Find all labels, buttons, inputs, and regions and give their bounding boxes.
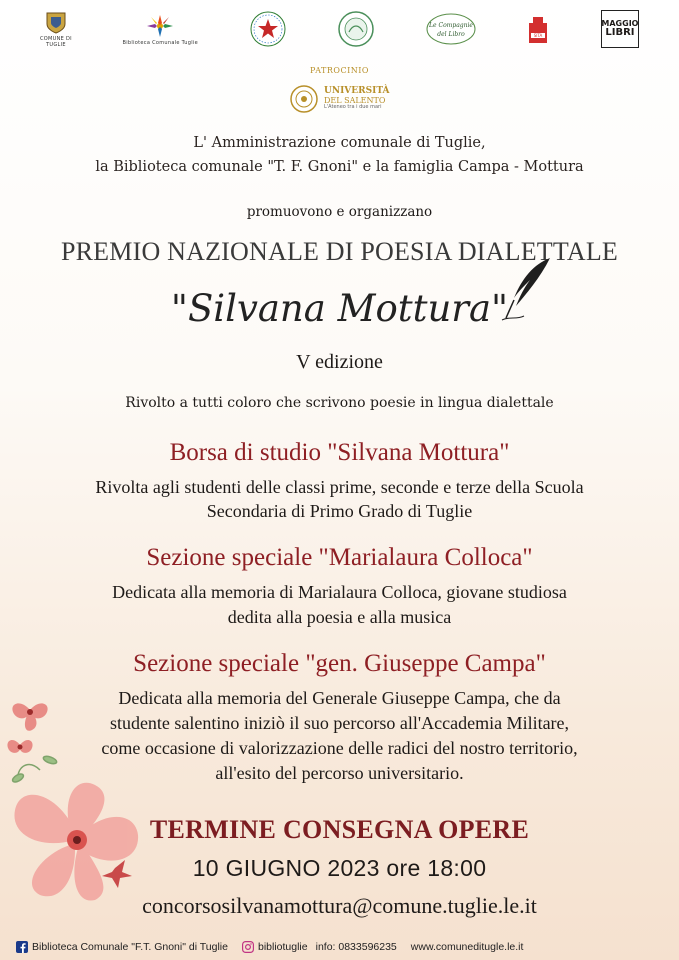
section-body-line: Dedicata alla memoria di Marialaura Colloca, giovane studiosa — [112, 582, 567, 602]
tuglie-logo-caption: COMUNE DI TUGLIE — [40, 35, 72, 48]
flower-emblem-icon — [145, 13, 175, 39]
servizio-civile-logo — [249, 9, 287, 49]
premio-name: "Silvana Mottura" — [170, 287, 509, 330]
maggio-libri-badge — [601, 10, 639, 48]
footer-instagram-link[interactable]: bibliotuglie — [257, 941, 308, 953]
promuovono-text: promuovono e organizzano — [246, 204, 433, 220]
biblioteca-logo — [123, 9, 198, 49]
footer-info-phone: info: 0833596235 — [315, 941, 397, 953]
university-name-line2: DEL SALENTO — [324, 95, 386, 105]
section-title-colloca: Sezione speciale "Marialaura Colloca" — [146, 544, 533, 571]
instagram-icon — [242, 941, 254, 953]
premio-title: PREMIO NAZIONALE DI POESIA DIALETTALE — [60, 237, 619, 266]
intro-line-1: L' Amministrazione comunale di Tuglie, — [193, 135, 486, 151]
facebook-icon — [16, 941, 28, 953]
section-title-borsa: Borsa di studio "Silvana Mottura" — [169, 439, 510, 466]
footer-website-link[interactable]: www.comuneditugle.le.it — [410, 941, 524, 953]
sita-logo — [526, 9, 550, 49]
building-icon — [526, 13, 550, 45]
section-title-campa: Sezione speciale "gen. Giuseppe Campa" — [133, 650, 546, 677]
footer — [16, 941, 523, 953]
compagnie-del-libro-logo — [426, 9, 476, 49]
deadline-date: 10 GIUGNO 2023 ore 18:00 — [192, 855, 487, 881]
svg-text:del Libro: del Libro — [437, 31, 465, 38]
section-body-line: studente salentino iniziò il suo percorso all'Accademia Militare, — [109, 713, 570, 733]
edizione: V edizione — [296, 351, 383, 373]
svg-text:SITA: SITA — [534, 33, 543, 39]
shield-icon — [43, 11, 69, 35]
section-body-line: Dedicata alla memoria del Generale Giuseppe Campa, che da — [118, 688, 561, 708]
svg-text:Le Compagnie: Le Compagnie — [428, 22, 473, 29]
maggio-label: MAGGIO — [601, 19, 639, 28]
section-body-line: come occasione di valorizzazione delle radici del nostro territorio, — [101, 738, 578, 758]
patrocinio-label: PATROCINIO — [310, 66, 369, 75]
deadline-title: TERMINE CONSEGNA OPERE — [149, 815, 530, 844]
section-body-line: all'esito del percorso universitario. — [215, 763, 464, 783]
university-name-line1: UNIVERSITÀ — [324, 86, 390, 97]
star-circle-icon — [249, 10, 287, 48]
footer-facebook-link[interactable]: Biblioteca Comunale "F.T. Gnoni" di Tuglie — [32, 941, 228, 953]
round-association-logo — [337, 9, 375, 49]
intro-line-2: la Biblioteca comunale "T. F. Gnoni" e la famiglia Campa - Mottura — [95, 159, 584, 175]
tuglie-coat-of-arms-logo — [40, 9, 72, 49]
section-body-line: Secondaria di Primo Grado di Tuglie — [206, 501, 473, 521]
oval-badge-icon — [426, 12, 476, 46]
partner-logos — [40, 8, 639, 50]
section-body-line: Rivolta agli studenti delle classi prime, seconde e terze della Scuola — [95, 477, 584, 497]
university-seal-icon — [289, 84, 319, 114]
university-tagline: L'Ateneo tra i due mari — [324, 104, 382, 111]
libri-label: LIBRI — [605, 27, 635, 38]
biblioteca-logo-caption: Biblioteca Comunale Tuglie — [122, 39, 198, 46]
section-body-line: dedita alla poesia e alla musica — [227, 607, 452, 627]
deadline-email: concorsosilvanamottura@comune.tuglie.le.it — [142, 893, 537, 918]
rivolto-text: Rivolto a tutti coloro che scrivono poesie in lingua dialettale — [125, 395, 554, 411]
maggio-dei-libri-logo — [601, 9, 639, 49]
circle-seal-icon — [337, 10, 375, 48]
universita-salento-logo — [289, 78, 393, 120]
